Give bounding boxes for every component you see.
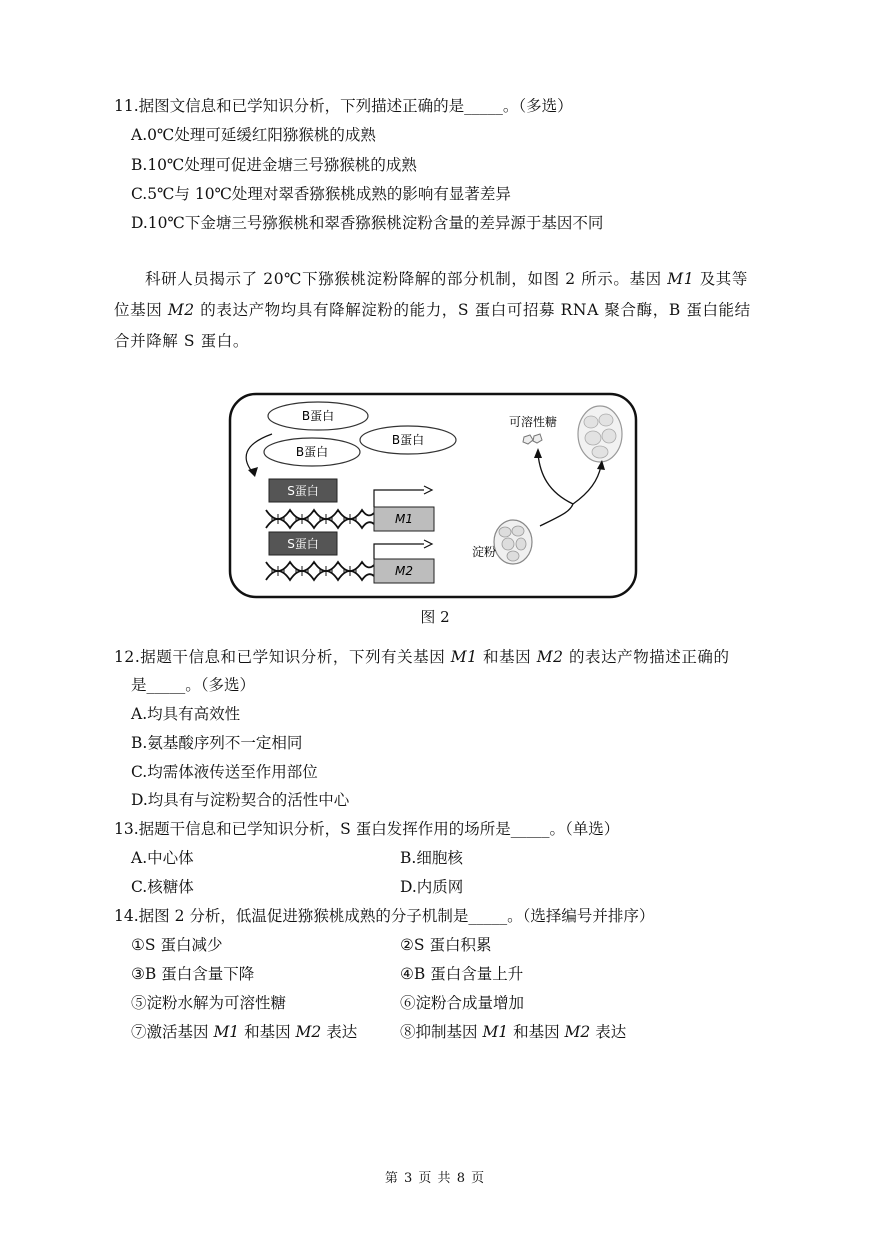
q14-item-2: ②S 蛋白积累: [400, 936, 492, 954]
q14-item-7-part-a: ⑦激活基因: [131, 1023, 214, 1041]
q14-item-7-part-c: 表达: [321, 1023, 358, 1041]
b-protein-label-3: B蛋白: [295, 445, 329, 459]
q14-item-8-part-a: ⑧抑制基因: [400, 1023, 483, 1041]
q12-option-b: B.氨基酸序列不一定相同: [131, 734, 303, 752]
q13-option-d: D.内质网: [400, 878, 464, 896]
q11-stem: 11.据图文信息和已学知识分析，下列描述正确的是_____。（多选）: [114, 97, 573, 115]
q12-stem-part-b: 和基因: [477, 648, 537, 666]
q14-stem: 14.据图 2 分析，低温促进猕猴桃成熟的分子机制是_____。（选择编号并排序）: [114, 907, 655, 925]
q12-stem-continuation: 是_____。（多选）: [131, 676, 256, 694]
s-protein-label-1: S蛋白: [287, 484, 319, 498]
q11-option-a: A.0℃处理可延缓红阳猕猴桃的成熟: [131, 126, 376, 144]
q14-item-6: ⑥淀粉合成量增加: [400, 994, 525, 1012]
q12-gene-m2: M2: [536, 648, 564, 666]
q12-option-a: A.均具有高效性: [131, 705, 241, 723]
gene-m1-box-label: M1: [395, 512, 413, 526]
figure-2-diagram: [228, 392, 638, 600]
gene-m1-label: M1: [667, 270, 695, 288]
passage-paragraph: [114, 264, 754, 357]
q14-item-8-part-c: 表达: [590, 1023, 627, 1041]
q13-option-c: C.核糖体: [131, 878, 194, 896]
q13-option-b: B.细胞核: [400, 849, 463, 867]
q11-option-c: C.5℃与 10℃处理对翠香猕猴桃成熟的影响有显著差异: [131, 185, 511, 203]
q14-item-7-gene-m1: M1: [213, 1023, 240, 1041]
q14-item-8-gene-m1: M1: [482, 1023, 509, 1041]
q12-stem: [114, 647, 730, 667]
q14-item-4: ④B 蛋白含量上升: [400, 965, 524, 983]
q12-option-d: D.均具有与淀粉契合的活性中心: [131, 791, 350, 809]
q11-option-b: B.10℃处理可促进金塘三号猕猴桃的成熟: [131, 156, 417, 174]
passage-text-1: 科研人员揭示了 20℃下猕猴桃淀粉降解的部分机制，如图 2 所示。基因: [145, 270, 668, 288]
q12-stem-part-a: 12.据题干信息和已学知识分析，下列有关基因: [114, 648, 451, 666]
q14-item-7-gene-m2: M2: [295, 1023, 322, 1041]
s-protein-label-2: S蛋白: [287, 537, 319, 551]
starch-granule-icon: [494, 520, 532, 564]
q11-option-d: D.10℃下金塘三号猕猴桃和翠香猕猴桃淀粉含量的差异源于基因不同: [131, 214, 604, 232]
q14-item-8-part-b: 和基因: [508, 1023, 565, 1041]
q14-item-1: ①S 蛋白减少: [131, 936, 223, 954]
figure-caption: 图 2: [420, 608, 450, 626]
q12-stem-part-c: 的表达产物描述正确的: [563, 648, 730, 666]
passage-text-2: 及其等位基因: [114, 270, 748, 319]
q14-item-8-gene-m2: M2: [564, 1023, 591, 1041]
gene-m2-label: M2: [167, 301, 195, 319]
q12-gene-m1: M1: [450, 648, 478, 666]
starch-label: 淀粉: [471, 545, 497, 559]
b-protein-label-2: B蛋白: [391, 433, 425, 447]
q14-item-7: [131, 1022, 357, 1042]
q14-item-7-part-b: 和基因: [239, 1023, 296, 1041]
starch-granule-large-icon: [578, 406, 622, 462]
passage-text-3: 的表达产物均具有降解淀粉的能力，S 蛋白可招募 RNA 聚合酶，B 蛋白能结合并降解 S 蛋白。: [114, 301, 751, 350]
q12-option-c: C.均需体液传送至作用部位: [131, 763, 318, 781]
page-footer: 第 3 页 共 8 页: [384, 1171, 486, 1186]
q14-item-3: ③B 蛋白含量下降: [131, 965, 255, 983]
q14-item-5: ⑤淀粉水解为可溶性糖: [131, 994, 287, 1012]
soluble-sugar-label: 可溶性糖: [508, 415, 558, 429]
q13-option-a: A.中心体: [131, 849, 194, 867]
q13-stem: 13.据题干信息和已学知识分析，S 蛋白发挥作用的场所是_____。（单选）: [114, 820, 620, 838]
q14-item-8: [400, 1022, 626, 1042]
b-protein-label-1: B蛋白: [301, 409, 335, 423]
gene-m2-box-label: M2: [395, 564, 413, 578]
